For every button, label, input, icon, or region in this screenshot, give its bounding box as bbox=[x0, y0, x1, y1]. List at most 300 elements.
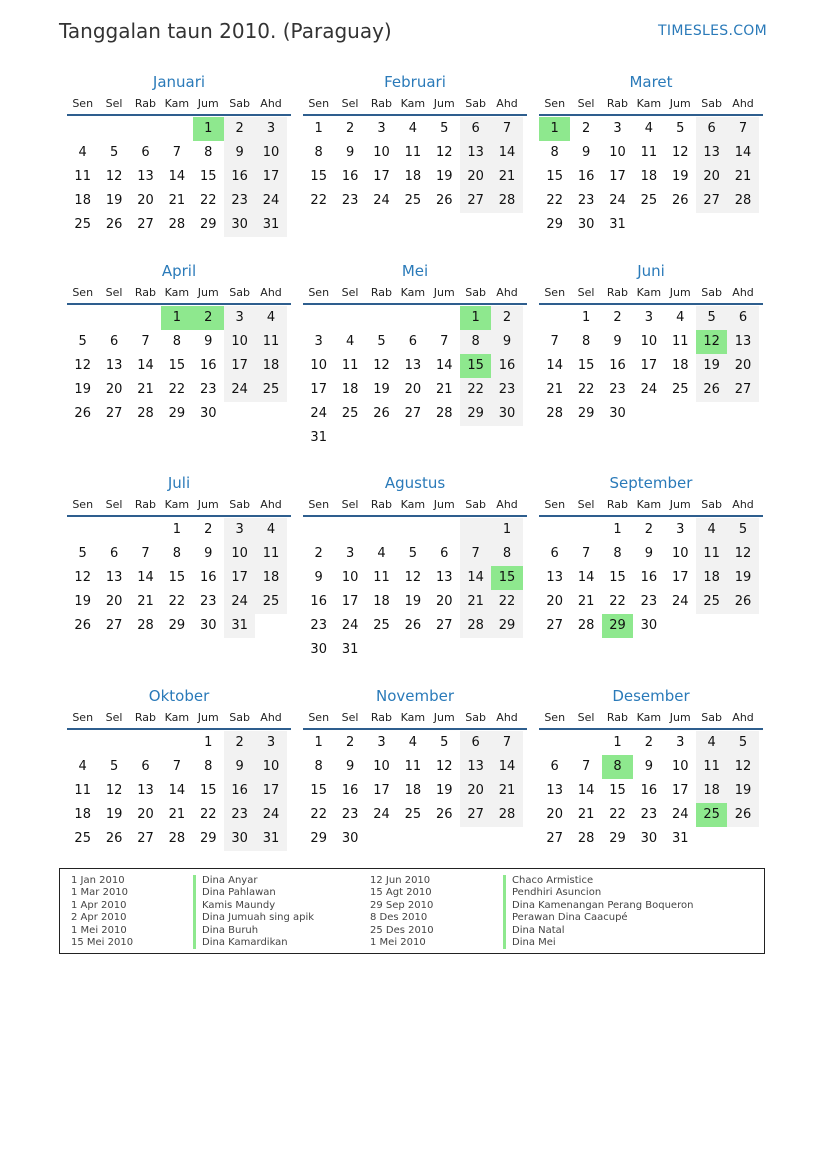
day-cell: 25 bbox=[671, 382, 689, 397]
day-cell: 4 bbox=[78, 759, 87, 774]
day-cell: 28 bbox=[727, 189, 758, 213]
day-cell: 26 bbox=[404, 618, 422, 633]
day-cell: 7 bbox=[172, 759, 181, 774]
day-cell: 16 bbox=[609, 358, 626, 373]
empty-cell bbox=[491, 638, 522, 662]
day-cell: 31 bbox=[224, 614, 255, 638]
weekday-label: Sen bbox=[308, 97, 330, 110]
day-cell: 26 bbox=[727, 803, 758, 827]
weekday-label: Ahd bbox=[260, 498, 282, 511]
day-cell: 24 bbox=[255, 189, 286, 213]
weekday-header bbox=[303, 286, 527, 305]
day-cell: 20 bbox=[696, 165, 727, 189]
day-cell: 20 bbox=[137, 807, 154, 822]
weekday-label: Ahd bbox=[496, 711, 518, 724]
day-cell: 2 bbox=[204, 522, 213, 537]
empty-cell bbox=[67, 731, 98, 755]
weekday-label: Jum bbox=[669, 498, 691, 511]
empty-cell bbox=[696, 402, 727, 426]
empty-cell bbox=[255, 614, 286, 638]
day-cell: 16 bbox=[199, 358, 217, 373]
legend-date: 1 Apr 2010 bbox=[71, 899, 127, 911]
day-cell: 13 bbox=[546, 570, 563, 585]
day-cell: 2 bbox=[581, 121, 591, 136]
day-cell: 11 bbox=[74, 783, 91, 798]
day-cell: 19 bbox=[727, 566, 758, 590]
day-cell: 31 bbox=[341, 642, 359, 657]
day-cell: 14 bbox=[168, 169, 186, 184]
day-cell: 16 bbox=[491, 354, 522, 378]
weekday-label: Sel bbox=[341, 711, 359, 724]
day-cell: 1 bbox=[314, 735, 323, 750]
day-cell: 2 bbox=[345, 121, 355, 136]
day-cell: 14 bbox=[460, 566, 491, 590]
weekday-label: Sab bbox=[701, 711, 722, 724]
day-cell: 8 bbox=[204, 759, 213, 774]
day-cell: 12 bbox=[727, 755, 758, 779]
legend-date: 15 Mei 2010 bbox=[71, 936, 134, 948]
day-cell: 1 bbox=[539, 117, 570, 141]
weekday-label: Sen bbox=[308, 286, 330, 299]
day-cell: 17 bbox=[609, 169, 626, 184]
day-cell: 12 bbox=[727, 542, 758, 566]
day-cell: 19 bbox=[435, 783, 453, 798]
legend-date: 15 Agt 2010 bbox=[370, 887, 432, 899]
day-cell: 15 bbox=[168, 570, 186, 585]
day-grid bbox=[303, 731, 527, 851]
day-cell: 8 bbox=[172, 334, 181, 349]
day-cell: 9 bbox=[644, 546, 653, 561]
weekday-label: Kam bbox=[400, 97, 426, 110]
day-cell: 30 bbox=[310, 642, 327, 657]
day-cell: 21 bbox=[168, 807, 186, 822]
day-cell: 1 bbox=[204, 735, 213, 750]
weekday-label: Rab bbox=[134, 711, 157, 724]
month-name: April bbox=[161, 262, 197, 280]
day-cell: 24 bbox=[224, 590, 255, 614]
empty-cell bbox=[130, 731, 161, 755]
day-cell: 28 bbox=[435, 406, 453, 421]
day-cell: 29 bbox=[310, 831, 327, 846]
empty-cell bbox=[397, 518, 428, 542]
weekday-label: Kam bbox=[164, 97, 190, 110]
day-cell: 6 bbox=[727, 306, 758, 330]
day-cell: 16 bbox=[224, 779, 255, 803]
empty-cell bbox=[429, 306, 460, 330]
day-cell: 13 bbox=[696, 141, 727, 165]
day-cell: 26 bbox=[671, 193, 689, 208]
empty-cell bbox=[98, 518, 129, 542]
day-cell: 7 bbox=[727, 117, 758, 141]
day-cell: 6 bbox=[696, 117, 727, 141]
day-cell: 17 bbox=[341, 594, 359, 609]
day-cell: 29 bbox=[199, 831, 217, 846]
day-cell: 12 bbox=[696, 330, 727, 354]
weekday-header bbox=[539, 97, 763, 116]
day-cell: 8 bbox=[314, 759, 323, 774]
day-cell: 23 bbox=[577, 193, 595, 208]
day-cell: 1 bbox=[581, 310, 591, 325]
day-cell: 27 bbox=[460, 803, 491, 827]
empty-cell bbox=[255, 402, 286, 426]
day-cell: 1 bbox=[161, 306, 192, 330]
weekday-label: Sab bbox=[465, 711, 486, 724]
day-cell: 24 bbox=[609, 193, 626, 208]
day-cell: 12 bbox=[435, 759, 453, 774]
day-cell: 13 bbox=[404, 358, 422, 373]
day-cell: 20 bbox=[546, 807, 563, 822]
weekday-label: Rab bbox=[370, 286, 393, 299]
day-cell: 22 bbox=[609, 807, 626, 822]
day-cell: 13 bbox=[435, 570, 453, 585]
month-februari bbox=[303, 72, 527, 213]
day-cell: 3 bbox=[255, 731, 286, 755]
empty-cell bbox=[570, 518, 601, 542]
weekday-label: Jum bbox=[433, 97, 455, 110]
day-cell: 16 bbox=[310, 594, 327, 609]
empty-cell bbox=[397, 306, 428, 330]
empty-cell bbox=[67, 306, 98, 330]
weekday-label: Sel bbox=[577, 286, 595, 299]
month-juni bbox=[539, 261, 763, 426]
day-cell: 18 bbox=[341, 382, 359, 397]
day-grid bbox=[539, 518, 763, 638]
empty-cell bbox=[570, 731, 601, 755]
day-cell: 8 bbox=[613, 546, 622, 561]
empty-cell bbox=[727, 614, 758, 638]
day-cell: 18 bbox=[640, 169, 658, 184]
month-januari bbox=[67, 72, 291, 237]
day-cell: 21 bbox=[491, 779, 522, 803]
day-cell: 17 bbox=[224, 566, 255, 590]
empty-cell bbox=[491, 827, 522, 851]
day-cell: 22 bbox=[199, 193, 217, 208]
day-cell: 20 bbox=[105, 594, 123, 609]
day-cell: 3 bbox=[224, 518, 255, 542]
day-cell: 9 bbox=[224, 141, 255, 165]
day-grid bbox=[303, 306, 527, 450]
empty-cell bbox=[67, 117, 98, 141]
day-cell: 28 bbox=[577, 831, 595, 846]
day-cell: 30 bbox=[640, 831, 658, 846]
day-cell: 28 bbox=[491, 803, 522, 827]
weekday-label: Sen bbox=[544, 97, 566, 110]
day-cell: 7 bbox=[141, 334, 150, 349]
weekday-label: Sen bbox=[72, 97, 94, 110]
day-cell: 12 bbox=[373, 358, 390, 373]
day-cell: 19 bbox=[435, 169, 453, 184]
day-cell: 10 bbox=[671, 546, 689, 561]
day-cell: 27 bbox=[460, 189, 491, 213]
empty-cell bbox=[334, 306, 365, 330]
day-cell: 23 bbox=[640, 807, 658, 822]
weekday-header bbox=[539, 286, 763, 305]
day-cell: 6 bbox=[460, 731, 491, 755]
day-cell: 25 bbox=[341, 406, 359, 421]
weekday-header bbox=[539, 498, 763, 517]
day-cell: 10 bbox=[255, 755, 286, 779]
day-cell: 24 bbox=[671, 807, 689, 822]
day-cell: 5 bbox=[78, 546, 87, 561]
day-cell: 22 bbox=[609, 594, 626, 609]
empty-cell bbox=[303, 306, 334, 330]
day-cell: 18 bbox=[255, 354, 286, 378]
day-cell: 2 bbox=[345, 735, 355, 750]
weekday-label: Kam bbox=[636, 711, 662, 724]
weekday-header bbox=[303, 97, 527, 116]
empty-cell bbox=[224, 402, 255, 426]
weekday-label: Rab bbox=[370, 498, 393, 511]
weekday-label: Sab bbox=[229, 97, 250, 110]
empty-cell bbox=[633, 213, 664, 237]
day-cell: 1 bbox=[613, 522, 622, 537]
day-cell: 14 bbox=[727, 141, 758, 165]
empty-cell bbox=[98, 117, 129, 141]
weekday-label: Sen bbox=[72, 286, 94, 299]
weekday-label: Jum bbox=[669, 286, 691, 299]
holiday-legend bbox=[59, 868, 765, 954]
day-cell: 3 bbox=[676, 522, 685, 537]
empty-cell bbox=[366, 426, 397, 450]
day-cell: 20 bbox=[460, 165, 491, 189]
day-cell: 20 bbox=[435, 594, 453, 609]
day-cell: 1 bbox=[460, 306, 491, 330]
day-cell: 9 bbox=[491, 330, 522, 354]
day-cell: 25 bbox=[373, 618, 390, 633]
weekday-label: Kam bbox=[164, 711, 190, 724]
weekday-label: Sel bbox=[105, 711, 123, 724]
day-cell: 31 bbox=[671, 831, 689, 846]
day-cell: 21 bbox=[577, 594, 595, 609]
day-cell: 2 bbox=[314, 546, 323, 561]
day-cell: 10 bbox=[310, 358, 327, 373]
day-cell: 22 bbox=[491, 590, 522, 614]
day-cell: 21 bbox=[577, 807, 595, 822]
day-cell: 9 bbox=[314, 570, 323, 585]
day-cell: 24 bbox=[373, 807, 390, 822]
day-cell: 14 bbox=[137, 358, 154, 373]
day-cell: 10 bbox=[671, 759, 689, 774]
weekday-label: Jum bbox=[433, 711, 455, 724]
month-name: Januari bbox=[152, 73, 206, 91]
day-cell: 7 bbox=[491, 731, 522, 755]
day-cell: 4 bbox=[255, 518, 286, 542]
day-cell: 17 bbox=[373, 783, 390, 798]
empty-cell bbox=[491, 426, 522, 450]
day-cell: 2 bbox=[193, 306, 224, 330]
month-name: September bbox=[609, 474, 693, 492]
empty-cell bbox=[130, 117, 161, 141]
day-cell: 10 bbox=[640, 334, 658, 349]
day-cell: 11 bbox=[671, 334, 689, 349]
day-cell: 21 bbox=[137, 594, 154, 609]
empty-cell bbox=[665, 614, 696, 638]
day-cell: 5 bbox=[676, 121, 685, 136]
weekday-label: Kam bbox=[636, 97, 662, 110]
day-cell: 15 bbox=[168, 358, 186, 373]
month-desember bbox=[539, 686, 763, 851]
day-cell: 24 bbox=[671, 594, 689, 609]
day-cell: 4 bbox=[676, 310, 685, 325]
day-cell: 11 bbox=[74, 169, 91, 184]
day-cell: 13 bbox=[460, 755, 491, 779]
day-cell: 6 bbox=[141, 145, 150, 160]
day-cell: 10 bbox=[341, 570, 359, 585]
weekday-label: Sel bbox=[577, 711, 595, 724]
day-cell: 16 bbox=[577, 169, 595, 184]
empty-cell bbox=[130, 518, 161, 542]
day-cell: 9 bbox=[345, 759, 355, 774]
weekday-label: Sel bbox=[341, 286, 359, 299]
day-cell: 18 bbox=[404, 783, 422, 798]
day-cell: 7 bbox=[550, 334, 559, 349]
weekday-header bbox=[539, 711, 763, 730]
day-cell: 26 bbox=[435, 807, 453, 822]
day-cell: 16 bbox=[199, 570, 217, 585]
day-cell: 11 bbox=[341, 358, 359, 373]
empty-cell bbox=[429, 426, 460, 450]
day-cell: 31 bbox=[609, 217, 626, 232]
day-cell: 3 bbox=[224, 306, 255, 330]
empty-cell bbox=[665, 402, 696, 426]
empty-cell bbox=[366, 518, 397, 542]
empty-cell bbox=[696, 614, 727, 638]
empty-cell bbox=[429, 827, 460, 851]
day-cell: 12 bbox=[404, 570, 422, 585]
day-cell: 5 bbox=[727, 518, 758, 542]
month-name: Juni bbox=[637, 262, 665, 280]
day-cell: 6 bbox=[550, 546, 559, 561]
day-cell: 17 bbox=[224, 354, 255, 378]
day-cell: 29 bbox=[609, 831, 626, 846]
legend-holiday-name: Perawan Dina Caacupé bbox=[503, 912, 693, 924]
day-cell: 10 bbox=[224, 330, 255, 354]
weekday-label: Sel bbox=[105, 286, 123, 299]
day-cell: 9 bbox=[581, 145, 591, 160]
weekday-label: Sen bbox=[308, 711, 330, 724]
day-cell: 5 bbox=[696, 306, 727, 330]
day-cell: 3 bbox=[314, 334, 323, 349]
day-cell: 25 bbox=[404, 807, 422, 822]
empty-cell bbox=[460, 638, 491, 662]
day-cell: 8 bbox=[172, 546, 181, 561]
day-cell: 27 bbox=[546, 831, 563, 846]
day-cell: 1 bbox=[314, 121, 323, 136]
day-cell: 11 bbox=[404, 759, 422, 774]
day-cell: 23 bbox=[640, 594, 658, 609]
day-cell: 7 bbox=[440, 334, 449, 349]
day-cell: 27 bbox=[546, 618, 563, 633]
brand-link[interactable]: TIMESLES.COM bbox=[658, 23, 767, 39]
weekday-label: Rab bbox=[134, 498, 157, 511]
day-cell: 14 bbox=[137, 570, 154, 585]
day-cell: 7 bbox=[581, 759, 591, 774]
empty-cell bbox=[334, 518, 365, 542]
day-cell: 26 bbox=[696, 378, 727, 402]
legend-dates-left bbox=[71, 875, 133, 949]
empty-cell bbox=[366, 638, 397, 662]
day-cell: 24 bbox=[224, 378, 255, 402]
weekday-label: Sen bbox=[544, 286, 566, 299]
legend-date: 29 Sep 2010 bbox=[370, 899, 434, 911]
weekday-label: Sab bbox=[229, 711, 250, 724]
weekday-label: Rab bbox=[606, 711, 629, 724]
day-cell: 20 bbox=[546, 594, 563, 609]
day-cell: 30 bbox=[341, 831, 359, 846]
day-grid bbox=[303, 518, 527, 662]
day-cell: 25 bbox=[255, 378, 286, 402]
legend-holiday-name: Pendhiri Asuncion bbox=[503, 887, 693, 899]
day-cell: 1 bbox=[491, 518, 522, 542]
day-cell: 2 bbox=[491, 306, 522, 330]
day-cell: 21 bbox=[727, 165, 758, 189]
weekday-label: Sen bbox=[308, 498, 330, 511]
day-cell: 19 bbox=[404, 594, 422, 609]
weekday-label: Sab bbox=[465, 498, 486, 511]
day-cell: 23 bbox=[224, 189, 255, 213]
day-cell: 19 bbox=[74, 382, 91, 397]
day-cell: 3 bbox=[644, 310, 653, 325]
day-grid bbox=[67, 306, 291, 426]
weekday-label: Sab bbox=[701, 286, 722, 299]
day-cell: 10 bbox=[373, 145, 390, 160]
day-cell: 2 bbox=[613, 310, 622, 325]
day-cell: 3 bbox=[377, 735, 386, 750]
day-cell: 22 bbox=[199, 807, 217, 822]
day-cell: 15 bbox=[199, 783, 217, 798]
legend-holiday-name: Dina Kamardikan bbox=[193, 937, 314, 949]
weekday-label: Kam bbox=[400, 498, 426, 511]
day-cell: 14 bbox=[491, 141, 522, 165]
weekday-label: Ahd bbox=[260, 97, 282, 110]
day-cell: 6 bbox=[141, 759, 150, 774]
day-cell: 28 bbox=[491, 189, 522, 213]
empty-cell bbox=[460, 426, 491, 450]
day-cell: 8 bbox=[314, 145, 323, 160]
day-cell: 21 bbox=[546, 382, 563, 397]
day-cell: 21 bbox=[491, 165, 522, 189]
weekday-header bbox=[67, 286, 291, 305]
month-name: Maret bbox=[629, 73, 673, 91]
month-name: Desember bbox=[612, 687, 690, 705]
month-juli bbox=[67, 473, 291, 638]
day-cell: 5 bbox=[109, 759, 119, 774]
day-grid bbox=[539, 731, 763, 851]
weekday-label: Sab bbox=[701, 498, 722, 511]
day-cell: 21 bbox=[168, 193, 186, 208]
day-grid bbox=[67, 518, 291, 638]
legend-holiday-name: Dina Anyar bbox=[193, 875, 314, 887]
weekday-label: Jum bbox=[433, 498, 455, 511]
day-cell: 1 bbox=[172, 522, 181, 537]
month-name: Februari bbox=[384, 73, 446, 91]
weekday-label: Sab bbox=[465, 97, 486, 110]
day-grid bbox=[67, 731, 291, 851]
month-april bbox=[67, 261, 291, 426]
day-cell: 4 bbox=[696, 731, 727, 755]
weekday-label: Sel bbox=[577, 498, 595, 511]
day-cell: 14 bbox=[546, 358, 563, 373]
day-cell: 10 bbox=[224, 542, 255, 566]
empty-cell bbox=[397, 426, 428, 450]
day-cell: 17 bbox=[310, 382, 327, 397]
weekday-label: Sel bbox=[105, 97, 123, 110]
day-cell: 3 bbox=[613, 121, 622, 136]
weekday-label: Rab bbox=[370, 97, 393, 110]
weekday-label: Jum bbox=[197, 711, 219, 724]
legend-holiday-name: Kamis Maundy bbox=[193, 900, 314, 912]
day-cell: 24 bbox=[373, 193, 390, 208]
